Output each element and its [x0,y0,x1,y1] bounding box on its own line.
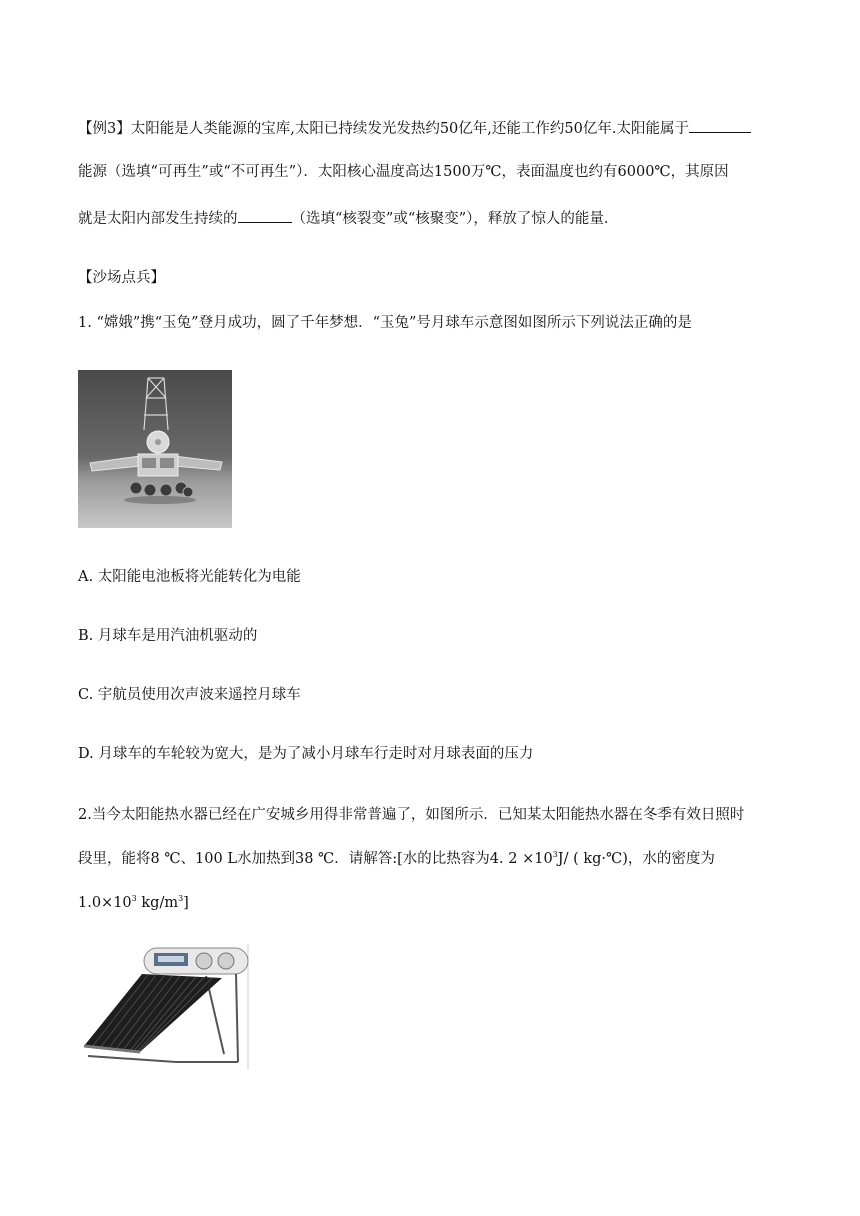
q2-line-3 [78,893,189,913]
q2-text-2b: J/ ( kg·℃)，水的密度为 [557,851,715,867]
solar-water-heater-image [76,944,250,1070]
q2-exponent-3: 3 [178,894,184,904]
q1-option-d: D. 月球车的车轮较为宽大，是为了减小月球车行走时对月球表面的压力 [78,746,534,762]
q1-option-a: A. 太阳能电池板将光能转化为电能 [78,569,301,585]
q2-line-2 [78,849,715,869]
example3-text-1: 【例3】太阳能是人类能源的宝库,太阳已持续发光发热约50亿年,还能工作约50亿年.太阳能属于 [78,121,689,137]
q2-text-3a: 1.0×10 [78,895,132,911]
q1-stem: 1. “嫦娥”携“玉兔”登月成功，圆了千年梦想．“玉兔”号月球车示意图如图所示下列说法正确的是 [78,315,692,331]
example3-text-2: 能源（选填“可再生”或“不可再生”）．太阳核心温度高达1500万℃，表面温度也约有6000℃，其原因 [78,164,729,180]
practice-header: 【沙场点兵】 [78,270,165,286]
q2-text-2a: 段里，能将8 ℃、100 L水加热到38 ℃．请解答:[水的比热容为4. 2 ×10 [78,851,553,867]
q2-text-3c: ] [183,895,189,911]
q2-line-1: 2.当今太阳能热水器已经在广安城乡用得非常普遍了，如图所示．已知某太阳能热水器在冬季有效日照时 [78,807,745,823]
q2-exponent-2: 3 [131,894,137,904]
q2-exponent-1: 3 [552,850,558,860]
q2-text-3b: kg/m [136,895,179,911]
q1-option-b: B. 月球车是用汽油机驱动的 [78,628,258,644]
answer-blank-1 [689,117,751,133]
example3-text-3a: 就是太阳内部发生持续的 [78,211,238,227]
answer-blank-2 [238,207,292,223]
example3-line-1 [78,117,751,139]
lunar-rover-image [78,370,232,528]
example3-text-3b: （选填“核裂变”或“核聚变”），释放了惊人的能量． [291,211,619,227]
q1-option-c: C. 宇航员使用次声波来遥控月球车 [78,687,301,703]
example3-line-2 [78,162,729,182]
example3-line-3 [78,207,618,229]
